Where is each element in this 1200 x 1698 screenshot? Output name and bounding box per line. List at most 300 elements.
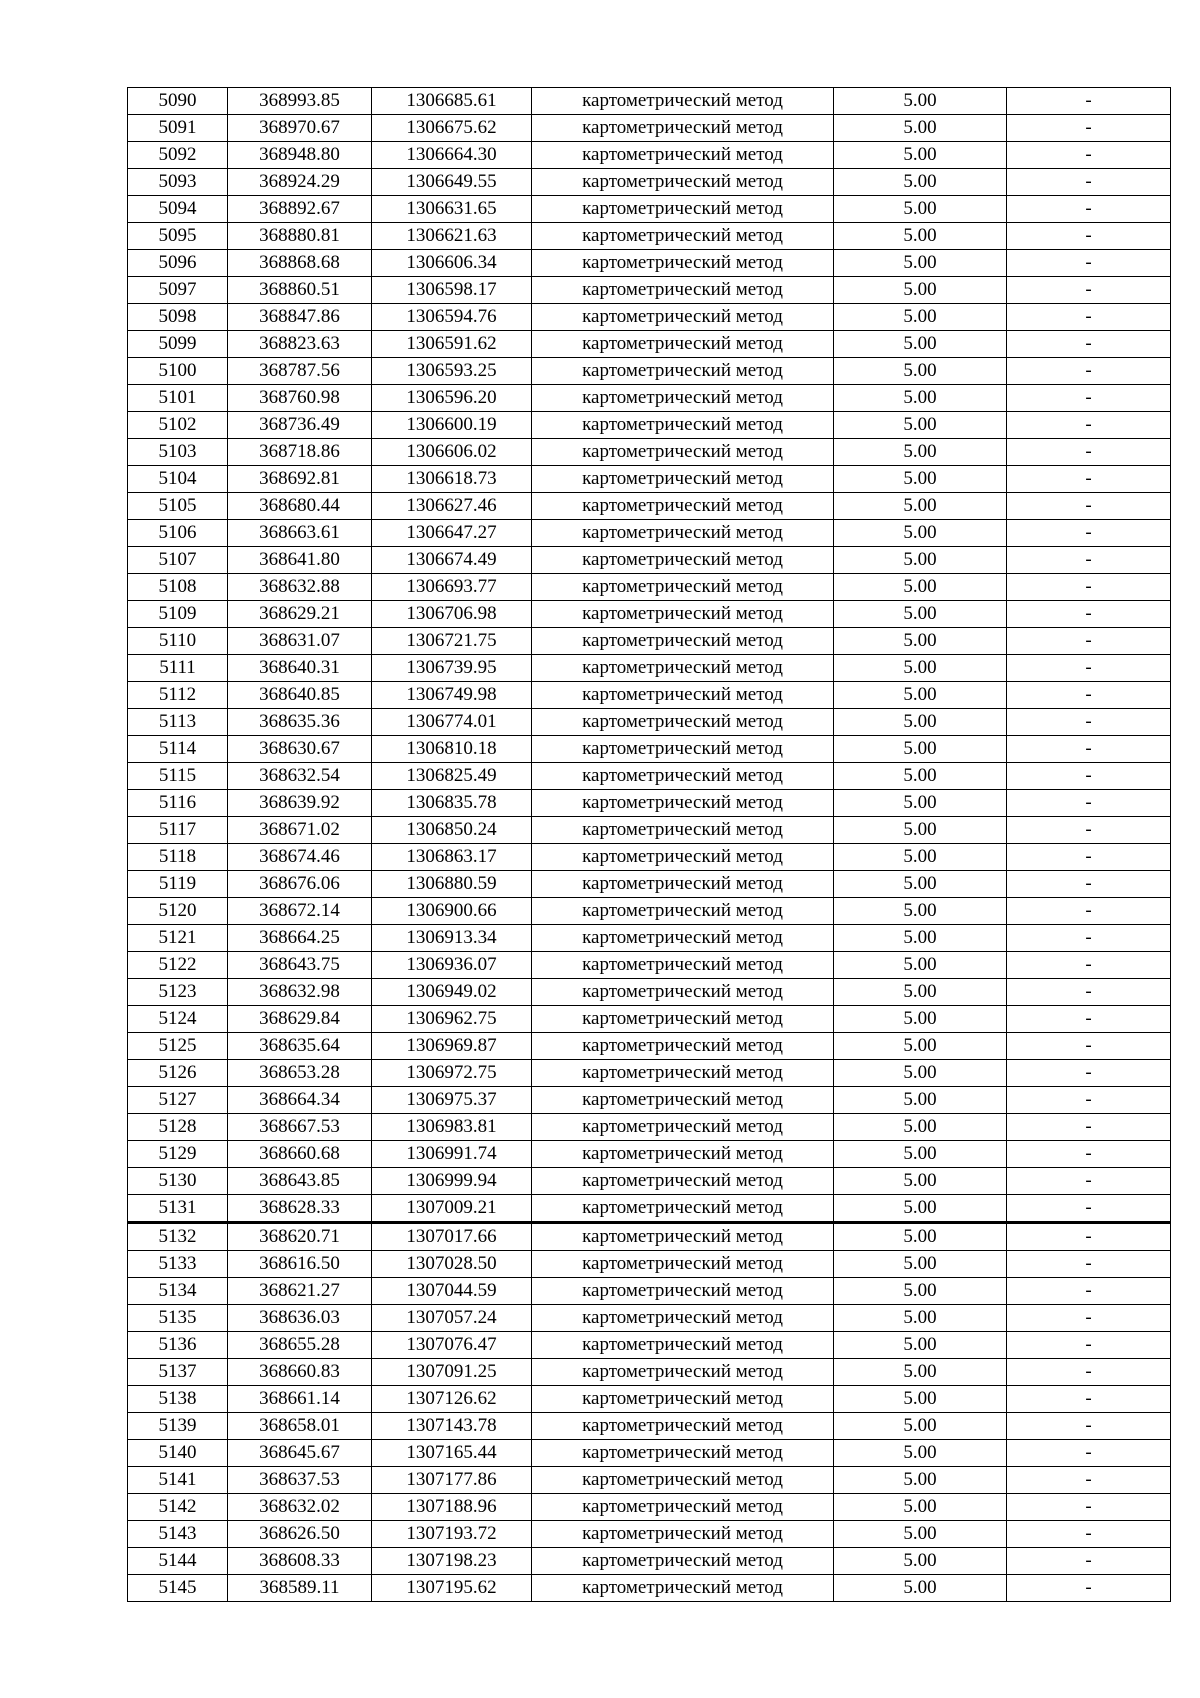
- method-cell: картометрический метод: [532, 790, 834, 817]
- accuracy-cell: 5.00: [834, 790, 1007, 817]
- method-cell: картометрический метод: [532, 1386, 834, 1413]
- x-coordinate-cell: 368664.34: [228, 1087, 372, 1114]
- method-cell: картометрический метод: [532, 439, 834, 466]
- point-number-cell: 5109: [128, 601, 228, 628]
- x-coordinate-cell: 368635.64: [228, 1033, 372, 1060]
- point-number-cell: 5104: [128, 466, 228, 493]
- x-coordinate-cell: 368639.92: [228, 790, 372, 817]
- method-cell: картометрический метод: [532, 682, 834, 709]
- table-row: [128, 412, 1171, 439]
- x-coordinate-cell: 368660.68: [228, 1141, 372, 1168]
- x-coordinate-cell: 368661.14: [228, 1386, 372, 1413]
- accuracy-cell: 5.00: [834, 1251, 1007, 1278]
- note-cell: -: [1007, 601, 1171, 628]
- accuracy-cell: 5.00: [834, 1440, 1007, 1467]
- note-cell: -: [1007, 1413, 1171, 1440]
- note-cell: -: [1007, 1521, 1171, 1548]
- point-number-cell: 5113: [128, 709, 228, 736]
- accuracy-cell: 5.00: [834, 277, 1007, 304]
- table-row: [128, 844, 1171, 871]
- table-row: [128, 682, 1171, 709]
- accuracy-cell: 5.00: [834, 304, 1007, 331]
- method-cell: картометрический метод: [532, 223, 834, 250]
- table-row: [128, 1006, 1171, 1033]
- point-number-cell: 5144: [128, 1548, 228, 1575]
- x-coordinate-cell: 368667.53: [228, 1114, 372, 1141]
- point-number-cell: 5119: [128, 871, 228, 898]
- x-coordinate-cell: 368847.86: [228, 304, 372, 331]
- note-cell: -: [1007, 1141, 1171, 1168]
- x-coordinate-cell: 368736.49: [228, 412, 372, 439]
- note-cell: -: [1007, 790, 1171, 817]
- table-row: [128, 466, 1171, 493]
- table-row: [128, 1440, 1171, 1467]
- point-number-cell: 5124: [128, 1006, 228, 1033]
- point-number-cell: 5096: [128, 250, 228, 277]
- point-number-cell: 5125: [128, 1033, 228, 1060]
- x-coordinate-cell: 368823.63: [228, 331, 372, 358]
- accuracy-cell: 5.00: [834, 925, 1007, 952]
- note-cell: -: [1007, 898, 1171, 925]
- x-coordinate-cell: 368629.84: [228, 1006, 372, 1033]
- point-number-cell: 5136: [128, 1332, 228, 1359]
- note-cell: -: [1007, 1467, 1171, 1494]
- point-number-cell: 5131: [128, 1195, 228, 1223]
- y-coordinate-cell: 1307028.50: [372, 1251, 532, 1278]
- x-coordinate-cell: 368948.80: [228, 142, 372, 169]
- y-coordinate-cell: 1306647.27: [372, 520, 532, 547]
- method-cell: картометрический метод: [532, 196, 834, 223]
- table-row: [128, 709, 1171, 736]
- table-row: [128, 1195, 1171, 1223]
- accuracy-cell: 5.00: [834, 682, 1007, 709]
- x-coordinate-cell: 368632.88: [228, 574, 372, 601]
- table-row: [128, 358, 1171, 385]
- table-row: [128, 952, 1171, 979]
- accuracy-cell: 5.00: [834, 1223, 1007, 1251]
- table-row: [128, 763, 1171, 790]
- method-cell: картометрический метод: [532, 574, 834, 601]
- method-cell: картометрический метод: [532, 1494, 834, 1521]
- y-coordinate-cell: 1307195.62: [372, 1575, 532, 1602]
- x-coordinate-cell: 368629.21: [228, 601, 372, 628]
- table-row: [128, 277, 1171, 304]
- accuracy-cell: 5.00: [834, 1278, 1007, 1305]
- y-coordinate-cell: 1306880.59: [372, 871, 532, 898]
- accuracy-cell: 5.00: [834, 142, 1007, 169]
- x-coordinate-cell: 368620.71: [228, 1223, 372, 1251]
- note-cell: -: [1007, 1087, 1171, 1114]
- table-row: [128, 736, 1171, 763]
- method-cell: картометрический метод: [532, 250, 834, 277]
- x-coordinate-cell: 368641.80: [228, 547, 372, 574]
- x-coordinate-cell: 368676.06: [228, 871, 372, 898]
- method-cell: картометрический метод: [532, 331, 834, 358]
- point-number-cell: 5115: [128, 763, 228, 790]
- table-row: [128, 169, 1171, 196]
- accuracy-cell: 5.00: [834, 1332, 1007, 1359]
- note-cell: -: [1007, 466, 1171, 493]
- table-row: [128, 1305, 1171, 1332]
- accuracy-cell: 5.00: [834, 1087, 1007, 1114]
- y-coordinate-cell: 1307177.86: [372, 1467, 532, 1494]
- table-row: [128, 385, 1171, 412]
- table-row: [128, 871, 1171, 898]
- point-number-cell: 5123: [128, 979, 228, 1006]
- point-number-cell: 5108: [128, 574, 228, 601]
- note-cell: -: [1007, 574, 1171, 601]
- x-coordinate-cell: 368692.81: [228, 466, 372, 493]
- method-cell: картометрический метод: [532, 871, 834, 898]
- point-number-cell: 5090: [128, 88, 228, 115]
- accuracy-cell: 5.00: [834, 169, 1007, 196]
- method-cell: картометрический метод: [532, 169, 834, 196]
- table-row: [128, 493, 1171, 520]
- method-cell: картометрический метод: [532, 1575, 834, 1602]
- method-cell: картометрический метод: [532, 1060, 834, 1087]
- method-cell: картометрический метод: [532, 1223, 834, 1251]
- note-cell: -: [1007, 817, 1171, 844]
- method-cell: картометрический метод: [532, 925, 834, 952]
- y-coordinate-cell: 1306721.75: [372, 628, 532, 655]
- note-cell: -: [1007, 1195, 1171, 1223]
- accuracy-cell: 5.00: [834, 547, 1007, 574]
- x-coordinate-cell: 368868.68: [228, 250, 372, 277]
- x-coordinate-cell: 368880.81: [228, 223, 372, 250]
- point-number-cell: 5110: [128, 628, 228, 655]
- point-number-cell: 5097: [128, 277, 228, 304]
- table-row: [128, 88, 1171, 115]
- x-coordinate-cell: 368632.02: [228, 1494, 372, 1521]
- y-coordinate-cell: 1306606.02: [372, 439, 532, 466]
- method-cell: картометрический метод: [532, 1033, 834, 1060]
- note-cell: -: [1007, 682, 1171, 709]
- accuracy-cell: 5.00: [834, 1006, 1007, 1033]
- y-coordinate-cell: 1307044.59: [372, 1278, 532, 1305]
- method-cell: картометрический метод: [532, 1440, 834, 1467]
- point-number-cell: 5105: [128, 493, 228, 520]
- method-cell: картометрический метод: [532, 412, 834, 439]
- x-coordinate-cell: 368645.67: [228, 1440, 372, 1467]
- y-coordinate-cell: 1306962.75: [372, 1006, 532, 1033]
- point-number-cell: 5102: [128, 412, 228, 439]
- y-coordinate-cell: 1306810.18: [372, 736, 532, 763]
- table-row: [128, 925, 1171, 952]
- x-coordinate-cell: 368760.98: [228, 385, 372, 412]
- note-cell: -: [1007, 1033, 1171, 1060]
- accuracy-cell: 5.00: [834, 1413, 1007, 1440]
- table-row: [128, 115, 1171, 142]
- point-number-cell: 5133: [128, 1251, 228, 1278]
- table-row: [128, 223, 1171, 250]
- point-number-cell: 5106: [128, 520, 228, 547]
- y-coordinate-cell: 1307091.25: [372, 1359, 532, 1386]
- y-coordinate-cell: 1306900.66: [372, 898, 532, 925]
- accuracy-cell: 5.00: [834, 1521, 1007, 1548]
- coordinates-table-body: [128, 88, 1171, 1602]
- note-cell: -: [1007, 304, 1171, 331]
- note-cell: -: [1007, 88, 1171, 115]
- table-row: [128, 655, 1171, 682]
- accuracy-cell: 5.00: [834, 1141, 1007, 1168]
- note-cell: -: [1007, 871, 1171, 898]
- x-coordinate-cell: 368860.51: [228, 277, 372, 304]
- y-coordinate-cell: 1306825.49: [372, 763, 532, 790]
- point-number-cell: 5095: [128, 223, 228, 250]
- table-row: [128, 1251, 1171, 1278]
- x-coordinate-cell: 368970.67: [228, 115, 372, 142]
- method-cell: картометрический метод: [532, 601, 834, 628]
- method-cell: картометрический метод: [532, 88, 834, 115]
- x-coordinate-cell: 368660.83: [228, 1359, 372, 1386]
- y-coordinate-cell: 1306739.95: [372, 655, 532, 682]
- x-coordinate-cell: 368632.54: [228, 763, 372, 790]
- accuracy-cell: 5.00: [834, 628, 1007, 655]
- note-cell: -: [1007, 1006, 1171, 1033]
- point-number-cell: 5092: [128, 142, 228, 169]
- x-coordinate-cell: 368637.53: [228, 1467, 372, 1494]
- method-cell: картометрический метод: [532, 1251, 834, 1278]
- x-coordinate-cell: 368787.56: [228, 358, 372, 385]
- point-number-cell: 5134: [128, 1278, 228, 1305]
- note-cell: -: [1007, 331, 1171, 358]
- table-row: [128, 979, 1171, 1006]
- accuracy-cell: 5.00: [834, 871, 1007, 898]
- accuracy-cell: 5.00: [834, 1305, 1007, 1332]
- note-cell: -: [1007, 520, 1171, 547]
- method-cell: картометрический метод: [532, 1087, 834, 1114]
- note-cell: -: [1007, 709, 1171, 736]
- method-cell: картометрический метод: [532, 952, 834, 979]
- accuracy-cell: 5.00: [834, 520, 1007, 547]
- y-coordinate-cell: 1306706.98: [372, 601, 532, 628]
- y-coordinate-cell: 1306949.02: [372, 979, 532, 1006]
- table-row: [128, 142, 1171, 169]
- table-row: [128, 520, 1171, 547]
- table-row: [128, 1386, 1171, 1413]
- accuracy-cell: 5.00: [834, 1195, 1007, 1223]
- point-number-cell: 5094: [128, 196, 228, 223]
- accuracy-cell: 5.00: [834, 439, 1007, 466]
- point-number-cell: 5121: [128, 925, 228, 952]
- point-number-cell: 5139: [128, 1413, 228, 1440]
- x-coordinate-cell: 368616.50: [228, 1251, 372, 1278]
- y-coordinate-cell: 1306664.30: [372, 142, 532, 169]
- accuracy-cell: 5.00: [834, 466, 1007, 493]
- y-coordinate-cell: 1306674.49: [372, 547, 532, 574]
- note-cell: -: [1007, 1223, 1171, 1251]
- note-cell: -: [1007, 439, 1171, 466]
- x-coordinate-cell: 368993.85: [228, 88, 372, 115]
- table-row: [128, 250, 1171, 277]
- y-coordinate-cell: 1306598.17: [372, 277, 532, 304]
- y-coordinate-cell: 1306591.62: [372, 331, 532, 358]
- note-cell: -: [1007, 1440, 1171, 1467]
- note-cell: -: [1007, 1386, 1171, 1413]
- table-row: [128, 331, 1171, 358]
- method-cell: картометрический метод: [532, 1114, 834, 1141]
- x-coordinate-cell: 368672.14: [228, 898, 372, 925]
- accuracy-cell: 5.00: [834, 1359, 1007, 1386]
- point-number-cell: 5128: [128, 1114, 228, 1141]
- note-cell: -: [1007, 547, 1171, 574]
- y-coordinate-cell: 1306774.01: [372, 709, 532, 736]
- note-cell: -: [1007, 1060, 1171, 1087]
- accuracy-cell: 5.00: [834, 115, 1007, 142]
- x-coordinate-cell: 368658.01: [228, 1413, 372, 1440]
- y-coordinate-cell: 1306600.19: [372, 412, 532, 439]
- accuracy-cell: 5.00: [834, 493, 1007, 520]
- accuracy-cell: 5.00: [834, 844, 1007, 871]
- y-coordinate-cell: 1306693.77: [372, 574, 532, 601]
- accuracy-cell: 5.00: [834, 1575, 1007, 1602]
- note-cell: -: [1007, 1332, 1171, 1359]
- method-cell: картометрический метод: [532, 817, 834, 844]
- method-cell: картометрический метод: [532, 1521, 834, 1548]
- y-coordinate-cell: 1306596.20: [372, 385, 532, 412]
- method-cell: картометрический метод: [532, 466, 834, 493]
- table-row: [128, 1332, 1171, 1359]
- accuracy-cell: 5.00: [834, 1386, 1007, 1413]
- point-number-cell: 5140: [128, 1440, 228, 1467]
- y-coordinate-cell: 1306936.07: [372, 952, 532, 979]
- table-row: [128, 1033, 1171, 1060]
- y-coordinate-cell: 1306621.63: [372, 223, 532, 250]
- note-cell: -: [1007, 412, 1171, 439]
- y-coordinate-cell: 1306631.65: [372, 196, 532, 223]
- x-coordinate-cell: 368608.33: [228, 1548, 372, 1575]
- note-cell: -: [1007, 952, 1171, 979]
- table-row: [128, 790, 1171, 817]
- point-number-cell: 5103: [128, 439, 228, 466]
- table-row: [128, 1114, 1171, 1141]
- note-cell: -: [1007, 142, 1171, 169]
- note-cell: -: [1007, 1575, 1171, 1602]
- method-cell: картометрический метод: [532, 547, 834, 574]
- method-cell: картометрический метод: [532, 277, 834, 304]
- y-coordinate-cell: 1307057.24: [372, 1305, 532, 1332]
- table-row: [128, 1548, 1171, 1575]
- y-coordinate-cell: 1306972.75: [372, 1060, 532, 1087]
- table-row: [128, 1413, 1171, 1440]
- table-row: [128, 196, 1171, 223]
- note-cell: -: [1007, 1305, 1171, 1332]
- accuracy-cell: 5.00: [834, 1548, 1007, 1575]
- x-coordinate-cell: 368589.11: [228, 1575, 372, 1602]
- method-cell: картометрический метод: [532, 1141, 834, 1168]
- method-cell: картометрический метод: [532, 898, 834, 925]
- point-number-cell: 5142: [128, 1494, 228, 1521]
- point-number-cell: 5145: [128, 1575, 228, 1602]
- method-cell: картометрический метод: [532, 493, 834, 520]
- point-number-cell: 5107: [128, 547, 228, 574]
- y-coordinate-cell: 1306618.73: [372, 466, 532, 493]
- point-number-cell: 5132: [128, 1223, 228, 1251]
- point-number-cell: 5138: [128, 1386, 228, 1413]
- point-number-cell: 5116: [128, 790, 228, 817]
- method-cell: картометрический метод: [532, 385, 834, 412]
- note-cell: -: [1007, 1359, 1171, 1386]
- table-row: [128, 817, 1171, 844]
- accuracy-cell: 5.00: [834, 1114, 1007, 1141]
- point-number-cell: 5093: [128, 169, 228, 196]
- note-cell: -: [1007, 763, 1171, 790]
- point-number-cell: 5098: [128, 304, 228, 331]
- point-number-cell: 5114: [128, 736, 228, 763]
- method-cell: картометрический метод: [532, 736, 834, 763]
- method-cell: картометрический метод: [532, 628, 834, 655]
- point-number-cell: 5126: [128, 1060, 228, 1087]
- accuracy-cell: 5.00: [834, 817, 1007, 844]
- point-number-cell: 5130: [128, 1168, 228, 1195]
- x-coordinate-cell: 368680.44: [228, 493, 372, 520]
- y-coordinate-cell: 1306991.74: [372, 1141, 532, 1168]
- accuracy-cell: 5.00: [834, 709, 1007, 736]
- note-cell: -: [1007, 628, 1171, 655]
- method-cell: картометрический метод: [532, 358, 834, 385]
- y-coordinate-cell: 1306913.34: [372, 925, 532, 952]
- table-row: [128, 304, 1171, 331]
- accuracy-cell: 5.00: [834, 1467, 1007, 1494]
- y-coordinate-cell: 1306999.94: [372, 1168, 532, 1195]
- x-coordinate-cell: 368892.67: [228, 196, 372, 223]
- note-cell: -: [1007, 250, 1171, 277]
- point-number-cell: 5118: [128, 844, 228, 871]
- note-cell: -: [1007, 736, 1171, 763]
- method-cell: картометрический метод: [532, 115, 834, 142]
- note-cell: -: [1007, 1548, 1171, 1575]
- table-row: [128, 1141, 1171, 1168]
- note-cell: -: [1007, 196, 1171, 223]
- y-coordinate-cell: 1307017.66: [372, 1223, 532, 1251]
- x-coordinate-cell: 368632.98: [228, 979, 372, 1006]
- y-coordinate-cell: 1306749.98: [372, 682, 532, 709]
- y-coordinate-cell: 1306850.24: [372, 817, 532, 844]
- method-cell: картометрический метод: [532, 1467, 834, 1494]
- note-cell: -: [1007, 493, 1171, 520]
- table-row: [128, 547, 1171, 574]
- point-number-cell: 5135: [128, 1305, 228, 1332]
- x-coordinate-cell: 368718.86: [228, 439, 372, 466]
- note-cell: -: [1007, 1278, 1171, 1305]
- method-cell: картометрический метод: [532, 304, 834, 331]
- y-coordinate-cell: 1307143.78: [372, 1413, 532, 1440]
- table-row: [128, 1575, 1171, 1602]
- table-row: [128, 1168, 1171, 1195]
- method-cell: картометрический метод: [532, 1195, 834, 1223]
- accuracy-cell: 5.00: [834, 1494, 1007, 1521]
- y-coordinate-cell: 1306685.61: [372, 88, 532, 115]
- point-number-cell: 5143: [128, 1521, 228, 1548]
- point-number-cell: 5137: [128, 1359, 228, 1386]
- x-coordinate-cell: 368640.31: [228, 655, 372, 682]
- method-cell: картометрический метод: [532, 655, 834, 682]
- table-row: [128, 1467, 1171, 1494]
- table-row: [128, 1278, 1171, 1305]
- accuracy-cell: 5.00: [834, 1168, 1007, 1195]
- accuracy-cell: 5.00: [834, 223, 1007, 250]
- y-coordinate-cell: 1306649.55: [372, 169, 532, 196]
- point-number-cell: 5099: [128, 331, 228, 358]
- point-number-cell: 5122: [128, 952, 228, 979]
- point-number-cell: 5117: [128, 817, 228, 844]
- x-coordinate-cell: 368671.02: [228, 817, 372, 844]
- method-cell: картометрический метод: [532, 1168, 834, 1195]
- x-coordinate-cell: 368663.61: [228, 520, 372, 547]
- note-cell: -: [1007, 358, 1171, 385]
- y-coordinate-cell: 1307009.21: [372, 1195, 532, 1223]
- accuracy-cell: 5.00: [834, 574, 1007, 601]
